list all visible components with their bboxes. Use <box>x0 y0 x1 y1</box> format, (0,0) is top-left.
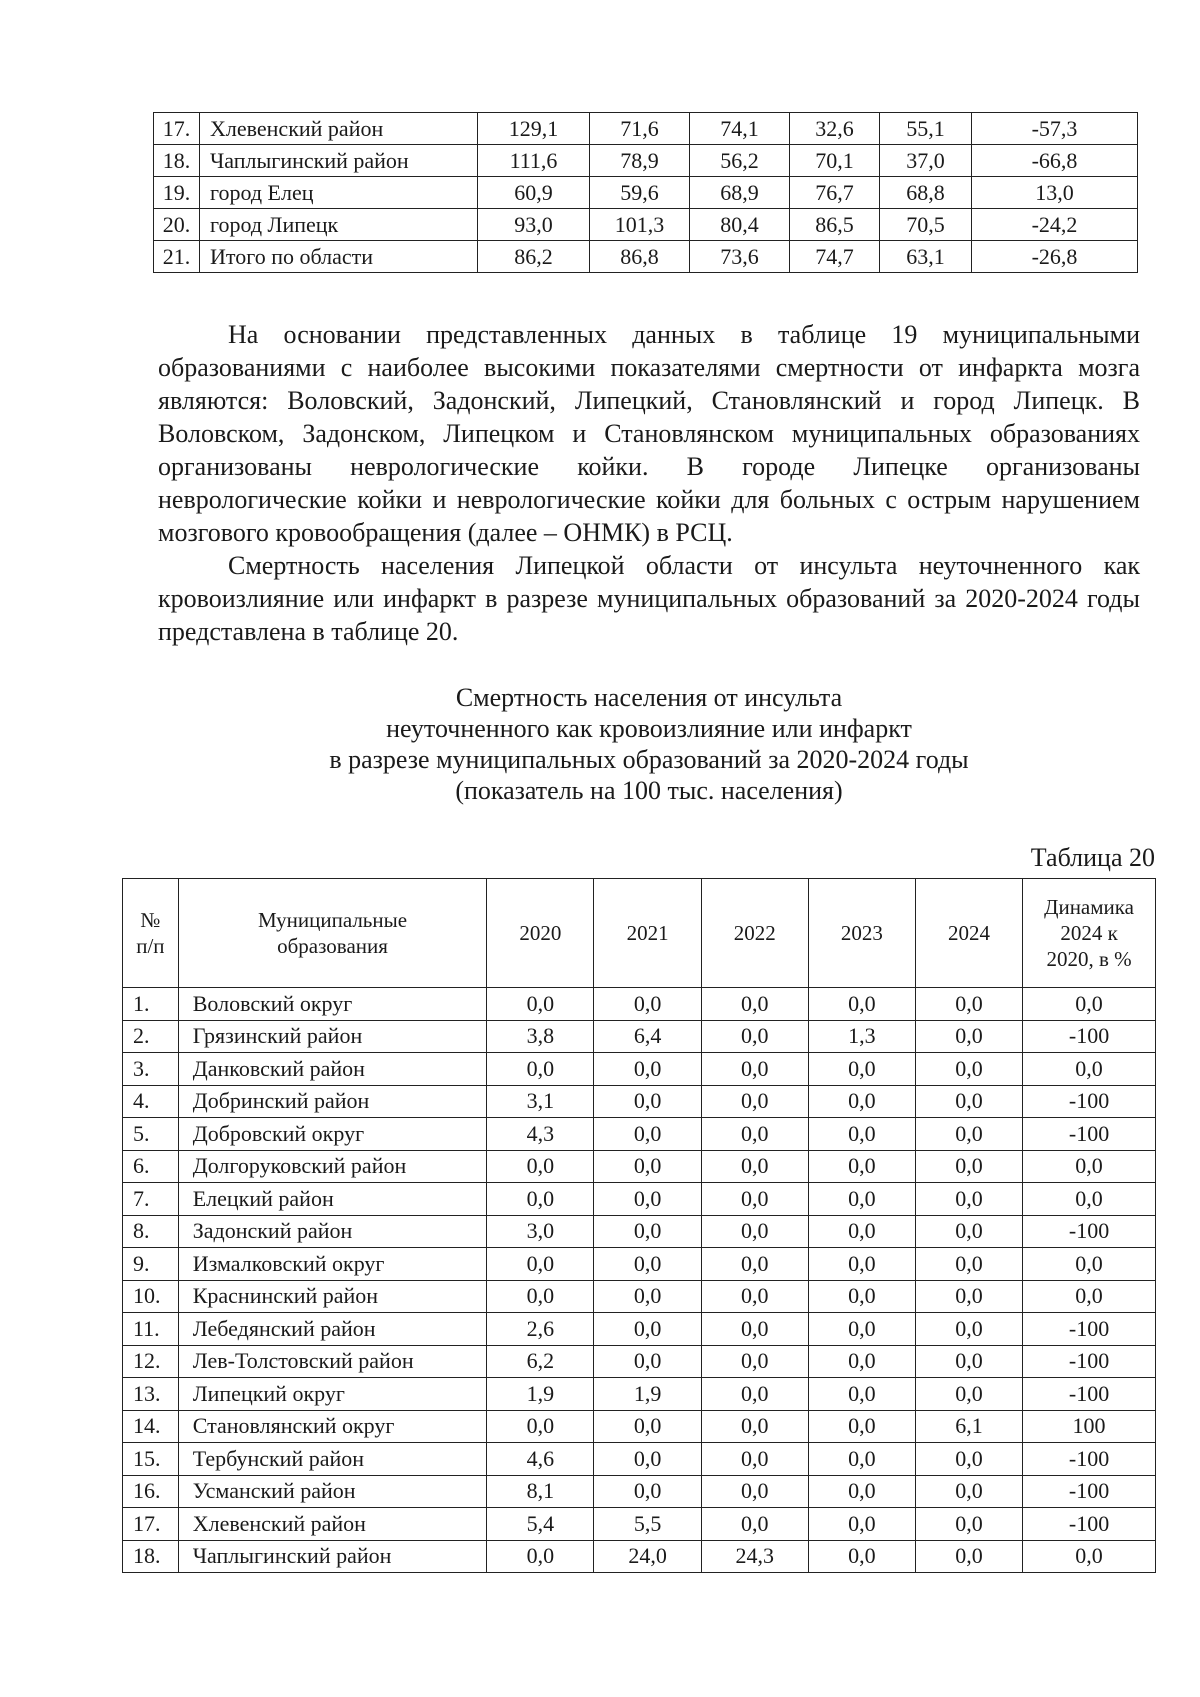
cell-v2020: 4,3 <box>487 1118 594 1151</box>
cell-dyn: 0,0 <box>1023 1183 1156 1216</box>
cell-v2020: 111,6 <box>478 145 590 177</box>
cell-v2020: 0,0 <box>487 1150 594 1183</box>
cell-dyn: 0,0 <box>1023 1053 1156 1086</box>
cell-dyn: -66,8 <box>972 145 1138 177</box>
cell-v2022: 0,0 <box>701 1183 808 1216</box>
cell-name: Краснинский район <box>178 1280 487 1313</box>
cell-dyn: -100 <box>1023 1508 1156 1541</box>
cell-v2022: 56,2 <box>690 145 790 177</box>
cell-v2020: 3,0 <box>487 1215 594 1248</box>
cell-v2022: 0,0 <box>701 1248 808 1281</box>
paragraph-2: Смертность населения Липецкой области от инсульта неуточненного как кровоизлияние или инфаркт в разрезе муниципальных образований за 2020-2024 годы представлена в таблице 20. <box>158 551 1140 646</box>
cell-v2021: 78,9 <box>590 145 690 177</box>
cell-v2020: 60,9 <box>478 177 590 209</box>
cell-name: Итого по области <box>200 241 478 273</box>
table-row <box>123 1150 1156 1183</box>
cell-num: 16. <box>123 1475 179 1508</box>
cell-v2024: 6,1 <box>915 1410 1022 1443</box>
cell-v2022: 0,0 <box>701 1443 808 1476</box>
cell-v2020: 1,9 <box>487 1378 594 1411</box>
cell-num: 6. <box>123 1150 179 1183</box>
cell-v2021: 24,0 <box>594 1540 701 1573</box>
cell-v2024: 0,0 <box>915 1020 1022 1053</box>
body-text <box>158 318 1140 648</box>
cell-v2020: 0,0 <box>487 988 594 1021</box>
cell-name: Липецкий округ <box>178 1378 487 1411</box>
cell-dyn: 0,0 <box>1023 1248 1156 1281</box>
cell-v2021: 0,0 <box>594 1280 701 1313</box>
cell-v2021: 0,0 <box>594 1085 701 1118</box>
cell-v2021: 0,0 <box>594 1443 701 1476</box>
table-header-row <box>123 879 1156 988</box>
cell-v2023: 0,0 <box>808 1345 915 1378</box>
cell-v2021: 0,0 <box>594 1475 701 1508</box>
cell-v2021: 0,0 <box>594 1053 701 1086</box>
cell-v2021: 0,0 <box>594 1313 701 1346</box>
cell-dyn: 100 <box>1023 1410 1156 1443</box>
cell-dyn: -100 <box>1023 1475 1156 1508</box>
cell-v2022: 0,0 <box>701 1053 808 1086</box>
cell-num: 4. <box>123 1085 179 1118</box>
header-2022: 2022 <box>701 879 808 988</box>
cell-v2022: 0,0 <box>701 1410 808 1443</box>
cell-num: 8. <box>123 1215 179 1248</box>
table-row <box>123 1085 1156 1118</box>
cell-v2023: 0,0 <box>808 1508 915 1541</box>
header-dynamics: Динамика 2024 к 2020, в % <box>1023 879 1156 988</box>
table-row <box>154 177 1138 209</box>
table-row <box>154 209 1138 241</box>
cell-name: город Елец <box>200 177 478 209</box>
cell-v2024: 0,0 <box>915 988 1022 1021</box>
cell-v2024: 0,0 <box>915 1345 1022 1378</box>
cell-num: 7. <box>123 1183 179 1216</box>
table-row <box>123 1020 1156 1053</box>
cell-v2021: 0,0 <box>594 1183 701 1216</box>
cell-v2021: 71,6 <box>590 113 690 145</box>
cell-dyn: -57,3 <box>972 113 1138 145</box>
table-row <box>123 1215 1156 1248</box>
cell-v2024: 37,0 <box>880 145 972 177</box>
cell-v2020: 8,1 <box>487 1475 594 1508</box>
cell-v2023: 0,0 <box>808 1248 915 1281</box>
cell-name: Воловский округ <box>178 988 487 1021</box>
cell-num: 12. <box>123 1345 179 1378</box>
table-row <box>123 1183 1156 1216</box>
cell-v2020: 0,0 <box>487 1183 594 1216</box>
cell-v2023: 0,0 <box>808 1475 915 1508</box>
cell-dyn: -100 <box>1023 1215 1156 1248</box>
cell-v2023: 0,0 <box>808 1183 915 1216</box>
cell-v2022: 68,9 <box>690 177 790 209</box>
cell-dyn: 0,0 <box>1023 1540 1156 1573</box>
cell-v2021: 0,0 <box>594 1248 701 1281</box>
cell-v2020: 6,2 <box>487 1345 594 1378</box>
cell-v2020: 4,6 <box>487 1443 594 1476</box>
table-row <box>123 1118 1156 1151</box>
table-caption <box>158 682 1140 806</box>
cell-v2024: 0,0 <box>915 1443 1022 1476</box>
cell-name: Добринский район <box>178 1085 487 1118</box>
cell-v2023: 74,7 <box>790 241 880 273</box>
paragraph-1: На основании представленных данных в таблице 19 муниципальными образованиями с наиболее высокими показателями смертности от инфаркта мозга являются: Воловский, Задонский, Липецкий, Становлянский и город Липецк. В Воловском, Задонском, Липецком и Становлянском муниципальных образованиях организованы неврологические койки. В городе Липецке организованы неврологические койки и неврологические койки для больных с острым нарушением мозгового кровообращения (далее – ОНМК) в РСЦ. <box>158 320 1140 547</box>
cell-v2022: 73,6 <box>690 241 790 273</box>
table-row <box>123 1345 1156 1378</box>
cell-v2023: 76,7 <box>790 177 880 209</box>
table-20 <box>122 878 1156 1573</box>
cell-v2024: 0,0 <box>915 1313 1022 1346</box>
cell-v2023: 86,5 <box>790 209 880 241</box>
table-row <box>123 1410 1156 1443</box>
cell-num: 9. <box>123 1248 179 1281</box>
cell-v2022: 24,3 <box>701 1540 808 1573</box>
cell-dyn: -100 <box>1023 1378 1156 1411</box>
caption-line-1: Смертность населения от инсульта <box>455 683 843 712</box>
cell-v2021: 86,8 <box>590 241 690 273</box>
cell-v2024: 0,0 <box>915 1085 1022 1118</box>
cell-v2022: 74,1 <box>690 113 790 145</box>
cell-name: Чаплыгинский район <box>178 1540 487 1573</box>
cell-v2022: 0,0 <box>701 1345 808 1378</box>
cell-dyn: -100 <box>1023 1085 1156 1118</box>
cell-num: 10. <box>123 1280 179 1313</box>
cell-dyn: 0,0 <box>1023 1150 1156 1183</box>
cell-v2023: 0,0 <box>808 1540 915 1573</box>
cell-num: 1. <box>123 988 179 1021</box>
cell-name: Хлевенский район <box>200 113 478 145</box>
cell-v2021: 0,0 <box>594 1118 701 1151</box>
table-19-continuation <box>153 112 1138 273</box>
cell-v2022: 0,0 <box>701 1215 808 1248</box>
cell-v2023: 0,0 <box>808 1280 915 1313</box>
header-name: Муниципальные образования <box>178 879 487 988</box>
table-row <box>123 988 1156 1021</box>
cell-name: Лев-Толстовский район <box>178 1345 487 1378</box>
cell-v2021: 1,9 <box>594 1378 701 1411</box>
cell-name: Долгоруковский район <box>178 1150 487 1183</box>
cell-v2021: 0,0 <box>594 1345 701 1378</box>
cell-name: Тербунский район <box>178 1443 487 1476</box>
cell-dyn: -26,8 <box>972 241 1138 273</box>
cell-v2023: 0,0 <box>808 1118 915 1151</box>
cell-v2020: 0,0 <box>487 1248 594 1281</box>
cell-v2021: 6,4 <box>594 1020 701 1053</box>
cell-name: Усманский район <box>178 1475 487 1508</box>
cell-num: 5. <box>123 1118 179 1151</box>
cell-v2022: 0,0 <box>701 1118 808 1151</box>
cell-v2024: 68,8 <box>880 177 972 209</box>
table-row <box>123 1248 1156 1281</box>
header-2024: 2024 <box>915 879 1022 988</box>
cell-v2022: 80,4 <box>690 209 790 241</box>
cell-name: Чаплыгинский район <box>200 145 478 177</box>
cell-v2023: 0,0 <box>808 1410 915 1443</box>
cell-v2022: 0,0 <box>701 988 808 1021</box>
cell-num: 14. <box>123 1410 179 1443</box>
cell-v2020: 5,4 <box>487 1508 594 1541</box>
cell-v2022: 0,0 <box>701 1475 808 1508</box>
cell-v2023: 1,3 <box>808 1020 915 1053</box>
cell-v2024: 0,0 <box>915 1215 1022 1248</box>
cell-num: 3. <box>123 1053 179 1086</box>
cell-num: 17. <box>154 113 200 145</box>
cell-name: Измалковский округ <box>178 1248 487 1281</box>
cell-dyn: 13,0 <box>972 177 1138 209</box>
cell-v2024: 0,0 <box>915 1118 1022 1151</box>
cell-v2021: 0,0 <box>594 988 701 1021</box>
cell-v2021: 0,0 <box>594 1410 701 1443</box>
table-row <box>123 1443 1156 1476</box>
cell-v2022: 0,0 <box>701 1085 808 1118</box>
table-row <box>123 1313 1156 1346</box>
cell-dyn: 0,0 <box>1023 988 1156 1021</box>
table-label: Таблица 20 <box>1030 843 1155 872</box>
cell-v2024: 0,0 <box>915 1150 1022 1183</box>
cell-name: Грязинский район <box>178 1020 487 1053</box>
cell-v2020: 93,0 <box>478 209 590 241</box>
caption-line-4: (показатель на 100 тыс. населения) <box>455 776 843 805</box>
cell-v2020: 0,0 <box>487 1280 594 1313</box>
cell-v2023: 0,0 <box>808 1378 915 1411</box>
cell-v2021: 59,6 <box>590 177 690 209</box>
cell-v2021: 0,0 <box>594 1150 701 1183</box>
cell-dyn: -100 <box>1023 1313 1156 1346</box>
cell-v2023: 0,0 <box>808 1443 915 1476</box>
cell-name: Становлянский округ <box>178 1410 487 1443</box>
cell-num: 20. <box>154 209 200 241</box>
cell-dyn: -24,2 <box>972 209 1138 241</box>
table-row <box>154 113 1138 145</box>
header-num: № п/п <box>123 879 179 988</box>
cell-v2024: 0,0 <box>915 1053 1022 1086</box>
cell-v2022: 0,0 <box>701 1313 808 1346</box>
header-2020: 2020 <box>487 879 594 988</box>
cell-num: 13. <box>123 1378 179 1411</box>
cell-v2021: 101,3 <box>590 209 690 241</box>
cell-v2024: 0,0 <box>915 1378 1022 1411</box>
table-row <box>123 1540 1156 1573</box>
table-row <box>154 145 1138 177</box>
cell-v2020: 0,0 <box>487 1410 594 1443</box>
cell-dyn: -100 <box>1023 1345 1156 1378</box>
cell-v2020: 129,1 <box>478 113 590 145</box>
cell-name: Задонский район <box>178 1215 487 1248</box>
cell-v2023: 70,1 <box>790 145 880 177</box>
cell-v2023: 0,0 <box>808 1215 915 1248</box>
cell-v2024: 55,1 <box>880 113 972 145</box>
cell-v2020: 3,1 <box>487 1085 594 1118</box>
cell-v2024: 0,0 <box>915 1248 1022 1281</box>
cell-num: 21. <box>154 241 200 273</box>
cell-v2022: 0,0 <box>701 1150 808 1183</box>
cell-num: 11. <box>123 1313 179 1346</box>
cell-name: Хлевенский район <box>178 1508 487 1541</box>
cell-name: Данковский район <box>178 1053 487 1086</box>
cell-v2020: 0,0 <box>487 1540 594 1573</box>
cell-v2024: 0,0 <box>915 1183 1022 1216</box>
cell-v2023: 0,0 <box>808 1053 915 1086</box>
cell-v2024: 70,5 <box>880 209 972 241</box>
cell-v2022: 0,0 <box>701 1508 808 1541</box>
cell-v2022: 0,0 <box>701 1378 808 1411</box>
cell-v2023: 0,0 <box>808 988 915 1021</box>
cell-name: Лебедянский район <box>178 1313 487 1346</box>
cell-name: Добровский округ <box>178 1118 487 1151</box>
cell-v2024: 0,0 <box>915 1508 1022 1541</box>
table-row <box>123 1053 1156 1086</box>
cell-v2020: 3,8 <box>487 1020 594 1053</box>
cell-v2020: 86,2 <box>478 241 590 273</box>
cell-v2020: 0,0 <box>487 1053 594 1086</box>
header-2021: 2021 <box>594 879 701 988</box>
cell-dyn: -100 <box>1023 1443 1156 1476</box>
cell-dyn: 0,0 <box>1023 1280 1156 1313</box>
cell-num: 18. <box>123 1540 179 1573</box>
cell-name: Елецкий район <box>178 1183 487 1216</box>
table-row <box>123 1508 1156 1541</box>
cell-dyn: -100 <box>1023 1118 1156 1151</box>
cell-v2024: 0,0 <box>915 1475 1022 1508</box>
caption-line-3: в разрезе муниципальных образований за 2020-2024 годы <box>329 745 969 774</box>
cell-num: 15. <box>123 1443 179 1476</box>
cell-v2024: 63,1 <box>880 241 972 273</box>
cell-v2024: 0,0 <box>915 1280 1022 1313</box>
cell-v2023: 0,0 <box>808 1150 915 1183</box>
cell-v2023: 0,0 <box>808 1085 915 1118</box>
cell-num: 18. <box>154 145 200 177</box>
cell-num: 2. <box>123 1020 179 1053</box>
cell-dyn: -100 <box>1023 1020 1156 1053</box>
cell-name: город Липецк <box>200 209 478 241</box>
cell-num: 17. <box>123 1508 179 1541</box>
cell-v2024: 0,0 <box>915 1540 1022 1573</box>
cell-v2022: 0,0 <box>701 1280 808 1313</box>
cell-v2020: 2,6 <box>487 1313 594 1346</box>
table-row <box>123 1378 1156 1411</box>
cell-v2021: 0,0 <box>594 1215 701 1248</box>
table-row <box>154 241 1138 273</box>
cell-v2022: 0,0 <box>701 1020 808 1053</box>
cell-v2023: 0,0 <box>808 1313 915 1346</box>
table-row <box>123 1280 1156 1313</box>
caption-line-2: неуточненного как кровоизлияние или инфаркт <box>386 714 912 743</box>
cell-v2021: 5,5 <box>594 1508 701 1541</box>
cell-v2023: 32,6 <box>790 113 880 145</box>
header-2023: 2023 <box>808 879 915 988</box>
cell-num: 19. <box>154 177 200 209</box>
table-row <box>123 1475 1156 1508</box>
